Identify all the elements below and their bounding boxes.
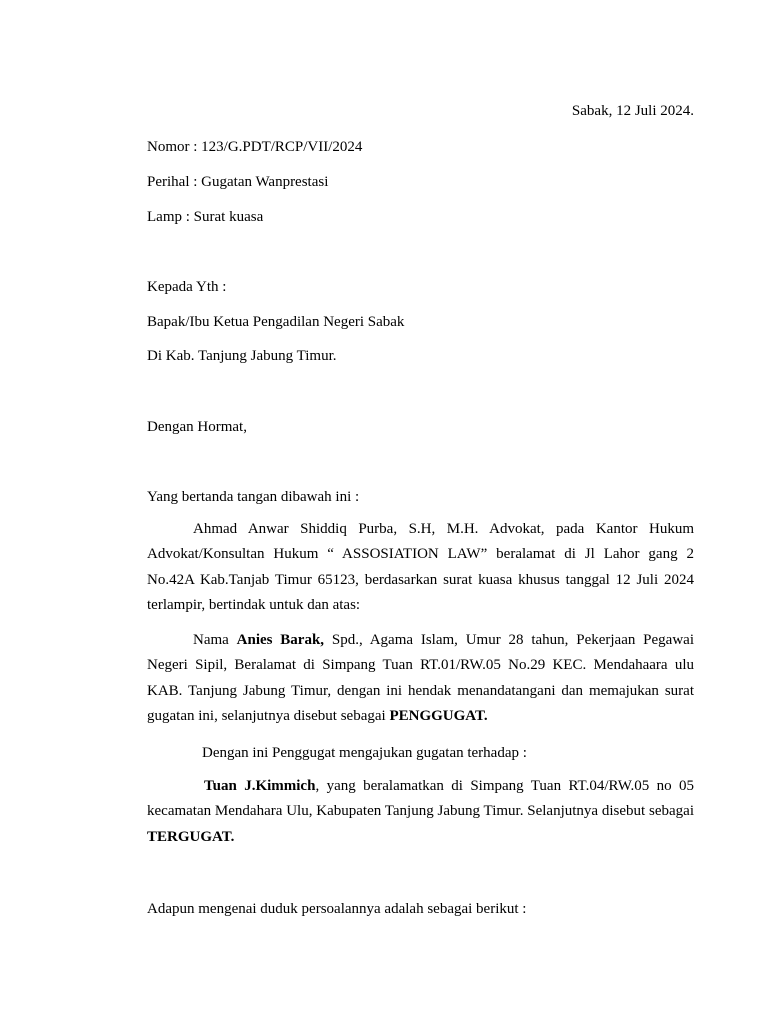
recipient-header: Kepada Yth : bbox=[147, 279, 227, 295]
plaintiff-details: Spd., Agama Islam, Umur 28 tahun, Pekerjaan Pegawai Negeri Sipil, Beralamat di Simpang Tuan RT.01/RW.05 No.29 KEC. Mendahaara ulu KAB. Tanjung Jabung Timur, dengan ini hendak menandatangani dan memajukan surat gugatan ini, selanjutnya disebut sebagai bbox=[147, 632, 695, 724]
recipient-location: Di Kab. Tanjung Jabung Timur. bbox=[147, 348, 337, 364]
letter-subject: Perihal : Gugatan Wanprestasi bbox=[147, 174, 329, 190]
defendant-details: , yang beralamatkan di Simpang Tuan RT.04/RW.05 no 05 kecamatan Mendahara Ulu, Kabupaten Tanjung Jabung Timur. Selanjutnya disebut sebagai bbox=[147, 778, 694, 820]
letter-date: Sabak, 12 Juli 2024. bbox=[571, 103, 694, 119]
recipient-name: Bapak/Ibu Ketua Pengadilan Negeri Sabak bbox=[147, 314, 405, 330]
advocate-paragraph: Ahmad Anwar Shiddiq Purba, S.H, M.H. Advokat, pada Kantor Hukum Advokat/Konsultan Hukum “ ASSOSIATION LAW” beralamat di Jl Lahor gang 2 No.42A Kab.Tanjab Timur 65123, berdasarkan surat kuasa khusus tanggal 12 Juli 2024 terlampir, bertindak untuk dan atas: bbox=[147, 521, 694, 613]
plaintiff-name: Anies Barak, bbox=[236, 632, 325, 648]
letter-attachment: Lamp : Surat kuasa bbox=[147, 209, 264, 225]
salutation: Dengan Hormat, bbox=[147, 419, 247, 435]
plaintiff-paragraph bbox=[147, 628, 694, 729]
plaintiff-role: PENGGUGAT. bbox=[389, 707, 488, 724]
defendant-name: Tuan J.Kimmich bbox=[204, 778, 316, 794]
intro-line: Yang bertanda tangan dibawah ini : bbox=[147, 489, 360, 505]
letter-number: Nomor : 123/G.PDT/RCP/VII/2024 bbox=[147, 139, 363, 155]
defendant-role: TERGUGAT. bbox=[147, 828, 235, 845]
closing-line: Adapun mengenai duduk persoalannya adalah sebagai berikut : bbox=[147, 901, 527, 917]
plaintiff-prefix: Nama bbox=[193, 632, 237, 648]
against-line: Dengan ini Penggugat mengajukan gugatan terhadap : bbox=[202, 745, 527, 761]
defendant-paragraph bbox=[147, 774, 694, 850]
